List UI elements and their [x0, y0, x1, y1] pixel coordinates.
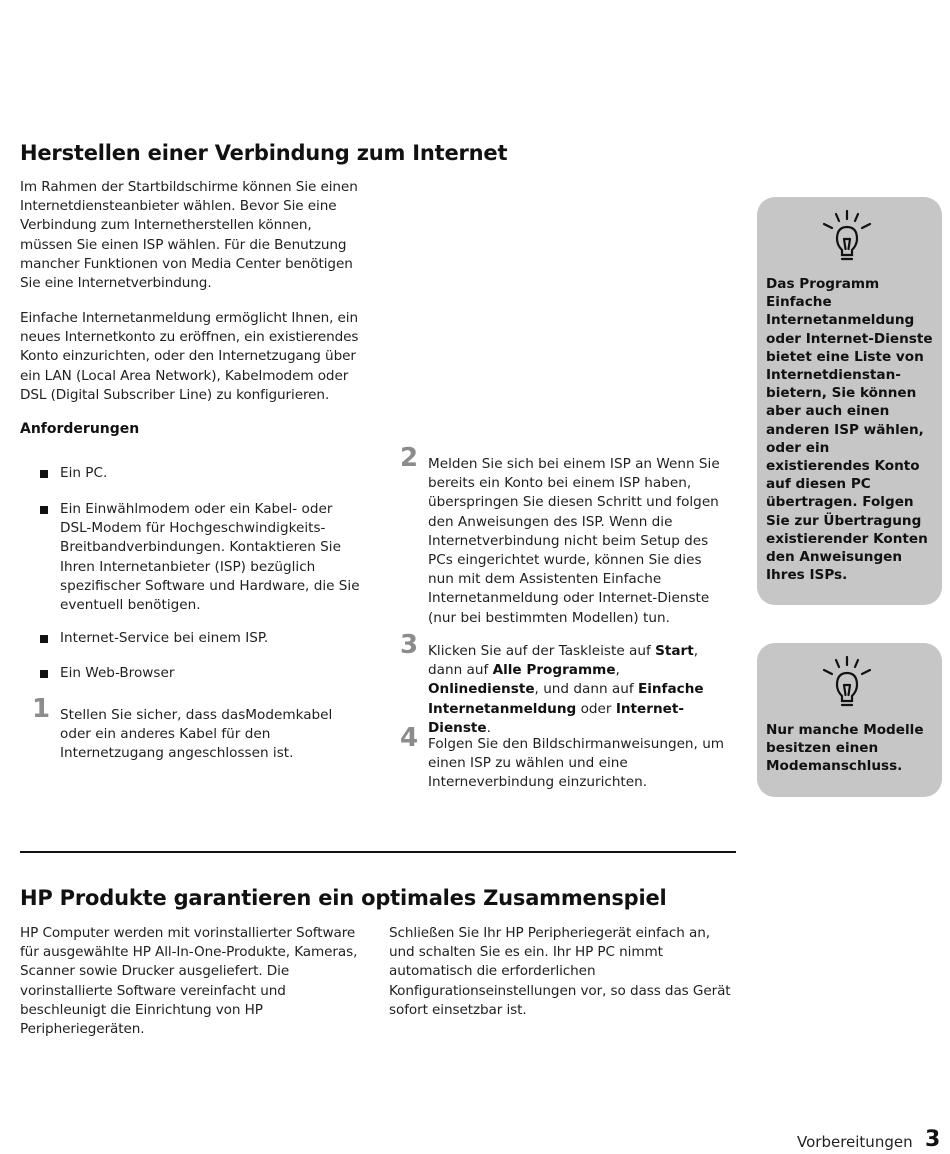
section-divider [20, 851, 736, 853]
step-text: Klicken Sie auf der Taskleiste auf Start, dann auf Alle Programme, Onlinedienste, und dann auf Einfache Internetanmeldung oder Internet-Dienste. [428, 643, 704, 736]
intro-paragraph-2: Einfache Internetanmeldung ermöglicht Ihnen, ein neues Internetkonto zu eröffnen, ein existierendes Konto einzurichten, oder den Internetzugang über ein LAN (Local Area Network), Kabelmodem oder DSL (Digital Subscriber Line) zu konfigurieren. [20, 310, 359, 403]
step-3 [400, 630, 735, 738]
step-text: Folgen Sie den Bildschirmanweisungen, um einen ISP zu wählen und eine Interneverbindung einzurichten. [428, 736, 725, 791]
bullet-square-icon [40, 506, 48, 514]
lightbulb-icon [819, 655, 875, 713]
section2-paragraph-1: HP Computer werden mit vorinstallierter Software für ausgewählte HP All-In-One-Produkte, Kameras, Scanner sowie Drucker ausgeliefert. Die vorinstallierte Software vereinfacht und beschleunigt die Einrichtung von HP Peripheriegeräten. [20, 925, 358, 1038]
section2-paragraph-2: Schließen Sie Ihr HP Peripheriegerät einfach an, und schalten Sie es ein. Ihr HP PC nimmt automatisch die erforderlichen Konfigurationseinstellungen vor, so dass das Gerät sofort einsetzbar ist. [389, 925, 731, 1018]
step-2 [400, 443, 735, 628]
tip-box [757, 643, 942, 797]
step-4 [400, 723, 735, 793]
intro-paragraph-1: Im Rahmen der Startbildschirme können Sie einen Internetdiensteanbieter wählen. Bevor Sie eine Verbindung zum Internetherstellen können, müssen Sie einen ISP wählen. Für die Benutzung mancher Funktionen von Media Center benötigen Sie eine Internetverbindung. [20, 179, 358, 292]
section-title: HP Produkte garantieren ein optimales Zusammenspiel [20, 886, 667, 910]
step-number: 2 [400, 443, 419, 473]
lightbulb-icon [819, 209, 875, 267]
step-1 [32, 694, 367, 764]
step-number: 1 [32, 694, 51, 724]
step-number: 4 [400, 723, 419, 753]
tip-box [757, 197, 942, 605]
requirement-item: Ein Einwählmodem oder ein Kabel- oder DSL-Modem für Hochgeschwindigkeits-Breitbandverbindungen. Kontaktieren Sie Ihren Internetanbieter (ISP) bezüglich spezifischer Software und Hardware, die Sie eventuell benötigen. [40, 500, 370, 615]
bullet-square-icon [40, 635, 48, 643]
tip-text: Nur manche Modelle besitzen einen Modemanschluss. [766, 722, 924, 775]
tip-text: Das Programm Einfache Internetanmeldung oder Internet-Dienste bietet eine Liste von Internetdienstan-bietern, Sie können aber auch einen anderen ISP wählen, oder ein existierendes Konto auf diesen PC übertragen. Folgen Sie zur Übertragung existierender Konten den Anweisungen Ihres ISPs. [766, 276, 933, 584]
bullet-square-icon [40, 470, 48, 478]
requirements-heading: Anforderungen [20, 421, 140, 437]
bullet-square-icon [40, 670, 48, 678]
requirement-item: Ein PC. [40, 464, 370, 483]
step-text: Stellen Sie sicher, dass dasModemkabel oder ein anderes Kabel für den Internetzugang angeschlossen ist. [60, 707, 333, 762]
page-footer [797, 1127, 942, 1154]
step-text: Melden Sie sich bei einem ISP an Wenn Sie bereits ein Konto bei einem ISP haben, überspringen Sie diesen Schritt und folgen den Anweisungen des ISP. Wenn die Internetverbindung nicht beim Setup des PCs eingerichtet wurde, können Sie dies nun mit dem Assistenten Einfache Internetanmeldung oder Internet-Dienste (nur bei bestimmten Modellen) tun. [428, 456, 720, 626]
requirement-item: Internet-Service bei einem ISP. [40, 629, 370, 648]
page-number: 3 [925, 1127, 941, 1152]
footer-section-label: Vorbereitungen [797, 1133, 913, 1151]
page-title: Herstellen einer Verbindung zum Internet [20, 141, 508, 165]
requirement-item: Ein Web-Browser [40, 664, 370, 683]
step-number: 3 [400, 630, 419, 660]
